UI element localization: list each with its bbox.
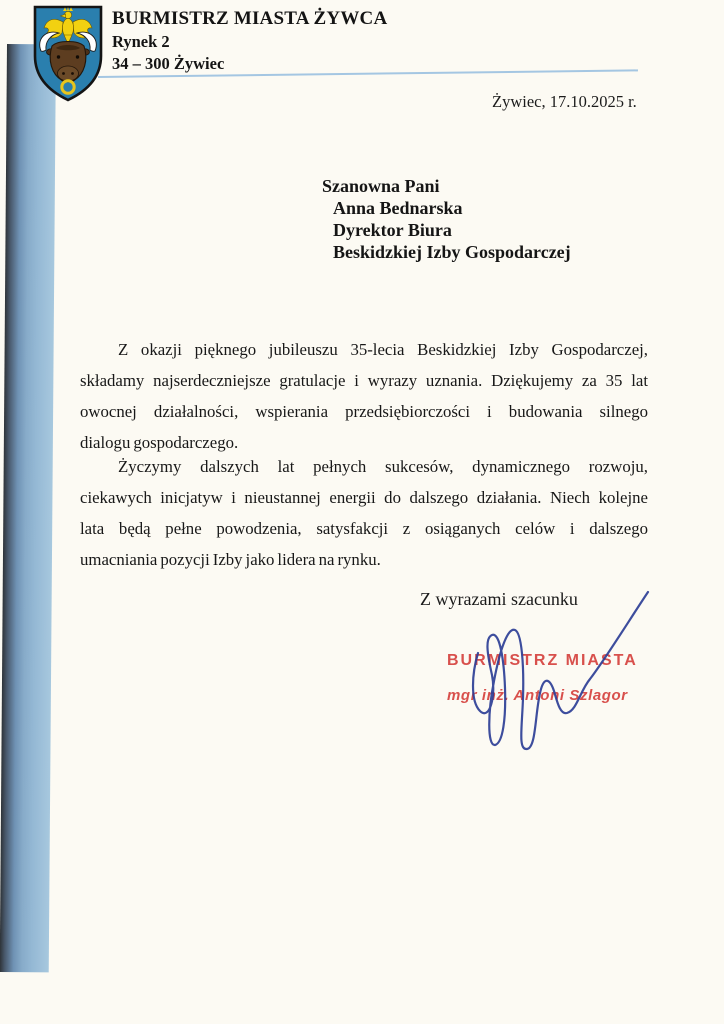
sender-address-street: Rynek 2 [112,32,170,51]
recipient-salutation: Szanowna Pani [322,176,440,196]
stamp-signatory-name: mgr inż. Antoni Szlagor [447,687,628,704]
recipient-block [322,175,571,263]
stamp-title: BURMISTRZ MIASTA [447,652,638,669]
paragraph-line: lata będą pełne powodzenia, satysfakcji z osiąganych celów i dalszego [80,519,648,538]
scan-edge-stripe [0,44,56,972]
body-paragraph-1 [80,334,648,458]
body-paragraph-2 [80,451,648,575]
paragraph-line: owocnej działalności, wspierania przedsiębiorczości i budowania silnego [80,402,648,421]
paragraph-line: Z okazji pięknego jubileuszu 35-lecia Beskidzkiej Izby Gospodarczej, [118,340,648,359]
recipient-title: Dyrektor Biura [333,220,452,240]
paragraph-line: ciekawych inicjatyw i nieustannej energii do dalszego działania. Niech kolejne [80,488,648,507]
paragraph-line: umacniania pozycji Izby jako lidera na rynku. [80,550,381,569]
paragraph-line: dialogu gospodarczego. [80,433,239,452]
recipient-organization: Beskidzkiej Izby Gospodarczej [333,242,571,262]
paragraph-line: Życzymy dalszych lat pełnych sukcesów, dynamicznego rozwoju, [118,457,648,476]
closing-salutation: Z wyrazami szacunku [420,589,578,609]
zywiec-coat-of-arms-icon [32,4,104,103]
handwritten-signature-icon [432,583,654,761]
paragraph-line: składamy najserdeczniejsze gratulacje i wyrazy uznania. Dziękujemy za 35 lat [80,371,648,390]
sender-address-city: 34 – 300 Żywiec [112,54,225,73]
recipient-name: Anna Bednarska [333,198,463,218]
sender-office-name: BURMISTRZ MIASTA ŻYWCA [112,8,388,29]
date-line: Żywiec, 17.10.2025 r. [492,92,637,111]
sender-block [112,8,387,74]
